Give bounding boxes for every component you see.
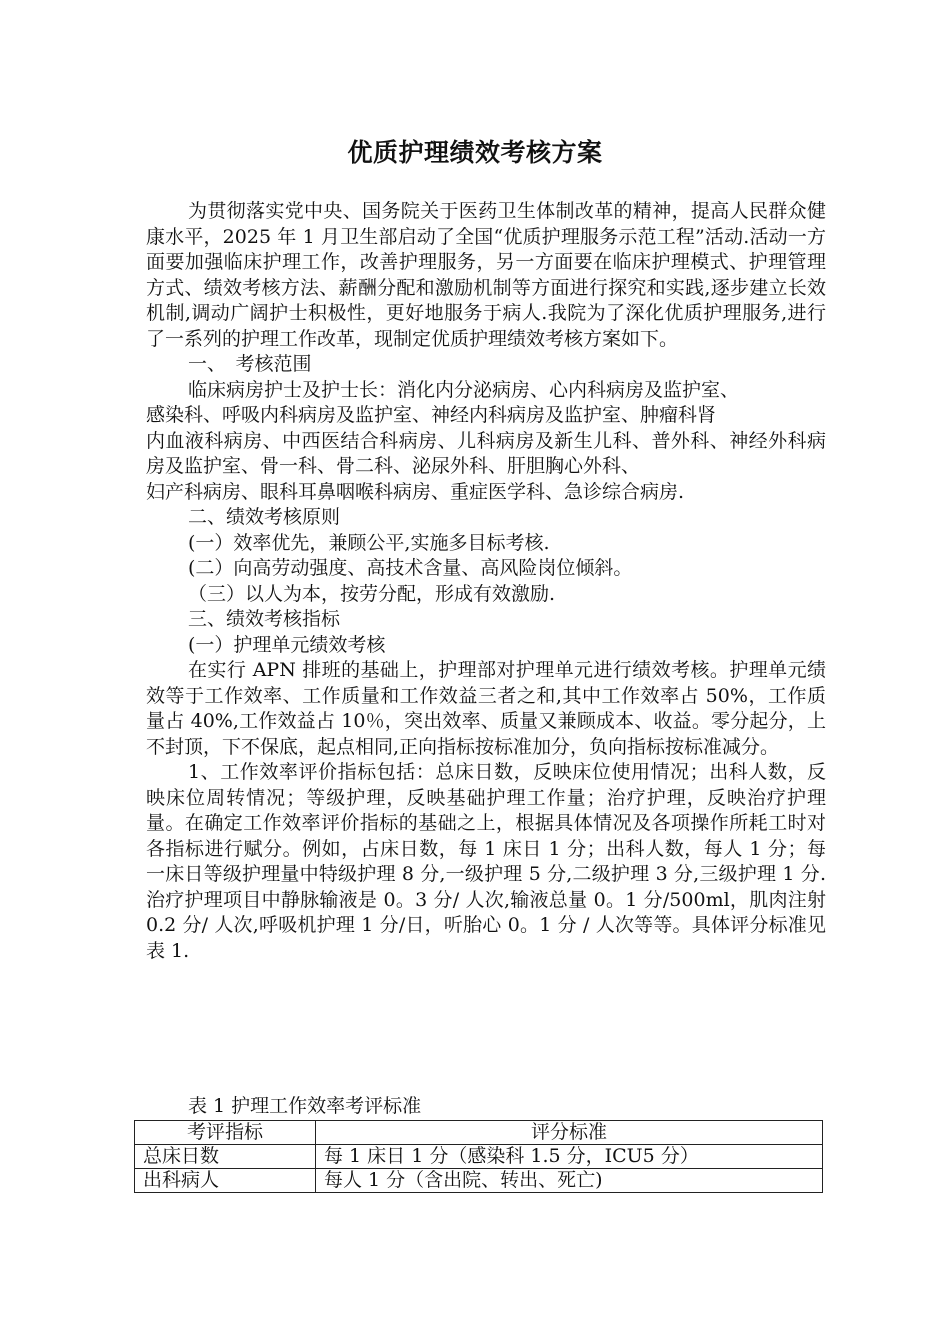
document-title: 优质护理绩效考核方案 [347,138,603,167]
table-cell: 每 1 床日 1 分（感染科 1.5 分，ICU5 分） [316,1145,823,1169]
principle-2: (二）向高劳动强度、高技术含量、高风险岗位倾斜。 [188,557,633,579]
scope-line-2: 感染科、呼吸内科病房及监护室、神经内科病房及监护室、肿瘤科肾 [146,404,717,426]
table-header-cell: 评分标准 [316,1121,823,1145]
table-row [135,1145,823,1169]
scope-line-3: 内血液科病房、中西医结合科病房、儿科病房及新生儿科、普外科、神经外科病房及监护室、骨一科、骨二科、泌尿外科、肝胆胸心外科、 [146,429,826,477]
subsection-heading-unit: (一）护理单元绩效考核 [188,633,386,656]
section-heading-scope: 一、 考核范围 [188,353,312,375]
table-cell: 每人 1 分（含出院、转出、死亡) [316,1169,823,1193]
table-row [135,1169,823,1193]
efficiency-standards-table [134,1120,823,1193]
scope-line-4: 妇产科病房、眼科耳鼻咽喉科病房、重症医学科、急诊综合病房. [146,480,685,503]
scope-line-1: 临床病房护士及护士长：消化内分泌病房、心内科病房及监护室、 [188,378,740,401]
principle-1: (一）效率优先，兼顾公平,实施多目标考核. [188,531,550,554]
document-body [146,199,826,964]
unit-assessment-paragraph: 在实行 APN 排班的基础上，护理部对护理单元进行绩效考核。护理单元绩效等于工作效率、工作质量和工作效益三者之和,其中工作效率占 50%，工作质量占 40%,工作效益占 10％，突出效率、质量又兼顾成本、收益。零分起分，上不封顶，下不保底，起点相同,正向指标按标准加分，负向指标按标准减分。 [146,659,826,758]
table-header-row [135,1121,823,1145]
table-header-cell: 考评指标 [135,1121,316,1145]
section-heading-principles: 二、绩效考核原则 [188,506,341,528]
table-cell: 出科病人 [135,1169,316,1193]
principle-3: （三）以人为本，按劳分配，形成有效激励. [188,582,556,605]
section-heading-indicators: 三、绩效考核指标 [188,608,341,630]
efficiency-indicators-paragraph: 1、工作效率评价指标包括：总床日数，反映床位使用情况；出科人数，反映床位周转情况；等级护理，反映基础护理工作量；治疗护理，反映治疗护理量。在确定工作效率评价指标的基础之上，根据具体情况及各项操作所耗工时对各指标进行赋分。例如，占床日数，每 1 床日 1 分；出科人数，每人 1 分；每一床日等级护理量中特级护理 8 分,一级护理 5 分,二级护理 3 分,三级护理 1 分.治疗护理项目中静脉输液是 0。3 分/ 人次,输液总量 0。1 分/500ml，肌肉注射 0.2 分/ 人次,呼吸机护理 1 分/日，听胎心 0。1 分 / 人次等等。具体评分标准见表 1. [146,761,826,962]
intro-paragraph: 为贯彻落实党中央、国务院关于医药卫生体制改革的精神，提高人民群众健康水平，2025 年 1 月卫生部启动了全国“优质护理服务示范工程”活动.活动一方面要加强临床护理工作，改善护理服务，另一方面要在临床护理模式、护理管理方式、绩效考核方法、薪酬分配和激励机制等方面进行探究和实践,逐步建立长效机制,调动广阔护士积极性，更好地服务于病人.我院为了深化优质护理服务,进行了一系列的护理工作改革，现制定优质护理绩效考核方案如下。 [146,200,826,350]
table-caption: 表 1 护理工作效率考评标准 [188,1095,422,1117]
table-cell: 总床日数 [135,1145,316,1169]
